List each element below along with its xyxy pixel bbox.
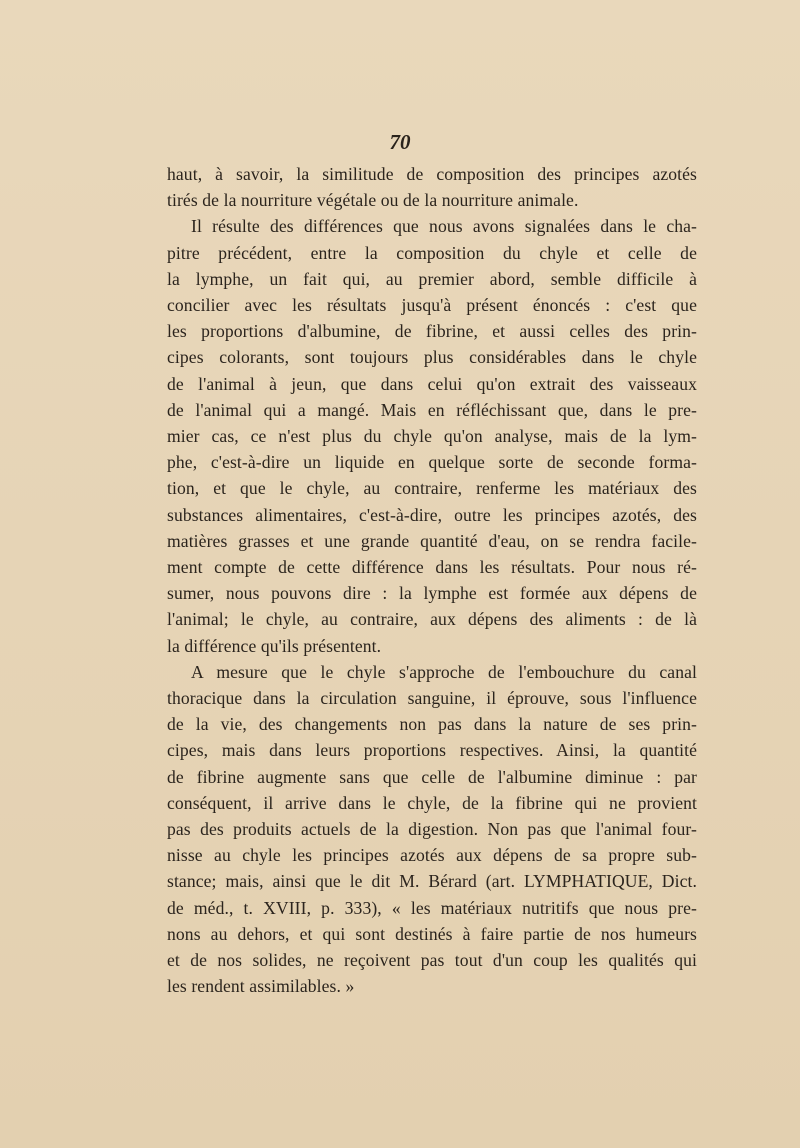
text-line: les proportions d'albumine, de fibrine, et aussi celles des prin- xyxy=(167,321,697,342)
text-line: la lymphe, un fait qui, au premier abord, semble difficile à xyxy=(167,268,697,289)
text-line: de la vie, des changements non pas dans la nature de ses prin- xyxy=(167,714,697,735)
text-line: cipes colorants, sont toujours plus considérables dans le chyle xyxy=(167,347,697,368)
text-line: conséquent, il arrive dans le chyle, de la fibrine qui ne provient xyxy=(167,792,697,813)
text-line: l'animal; le chyle, au contraire, aux dépens des aliments : de là xyxy=(167,609,697,630)
text-line: cipes, mais dans leurs proportions respectives. Ainsi, la quantité xyxy=(167,740,697,761)
text-line: substances alimentaires, c'est-à-dire, outre les principes azotés, des xyxy=(167,504,697,525)
text-line: nons au dehors, et qui sont destinés à faire partie de nos humeurs xyxy=(167,923,697,944)
text-line: tion, et que le chyle, au contraire, renferme les matériaux des xyxy=(167,478,697,499)
text-line: matières grasses et une grande quantité d'eau, on se rendra facile- xyxy=(167,530,697,551)
text-line: stance; mais, ainsi que le dit M. Bérard (art. LYMPHATIQUE, Dict. xyxy=(167,871,697,892)
text-line: pitre précédent, entre la composition du chyle et celle de xyxy=(167,242,697,263)
text-line: nisse au chyle les principes azotés aux dépens de sa propre sub- xyxy=(167,845,697,866)
text-line: sumer, nous pouvons dire : la lymphe est formée aux dépens de xyxy=(167,583,697,604)
text-line: A mesure que le chyle s'approche de l'embouchure du canal xyxy=(191,661,697,682)
text-line: haut, à savoir, la similitude de composition des principes azotés xyxy=(167,164,697,184)
body-text xyxy=(167,161,697,1000)
text-line: phe, c'est-à-dire un liquide en quelque sorte de seconde forma- xyxy=(167,452,697,473)
text-line: thoracique dans la circulation sanguine, il éprouve, sous l'influence xyxy=(167,688,697,709)
text-line: de l'animal à jeun, que dans celui qu'on extrait des vaisseaux xyxy=(167,373,697,394)
text-line: la différence qu'ils présentent. xyxy=(167,635,382,656)
text-line: pas des produits actuels de la digestion. Non pas que l'animal four- xyxy=(167,819,697,840)
page-number: 70 xyxy=(389,130,411,154)
text-line: ment compte de cette différence dans les résultats. Pour nous ré- xyxy=(167,557,697,578)
text-line: concilier avec les résultats jusqu'à présent énoncés : c'est que xyxy=(167,295,697,316)
text-line: de méd., t. XVIII, p. 333), « les matériaux nutritifs que nous pre- xyxy=(167,897,697,918)
text-line: les rendent assimilables. » xyxy=(167,976,355,997)
text-line: Il résulte des différences que nous avons signalées dans le cha- xyxy=(191,216,697,237)
text-line: et de nos solides, ne reçoivent pas tout d'un coup les qualités qui xyxy=(167,950,697,971)
text-line: de l'animal qui a mangé. Mais en réfléchissant que, dans le pre- xyxy=(167,399,697,420)
text-line: tirés de la nourriture végétale ou de la nourriture animale. xyxy=(167,190,579,211)
text-line: de fibrine augmente sans que celle de l'albumine diminue : par xyxy=(167,766,697,787)
text-line: mier cas, ce n'est plus du chyle qu'on analyse, mais de la lym- xyxy=(167,426,697,447)
